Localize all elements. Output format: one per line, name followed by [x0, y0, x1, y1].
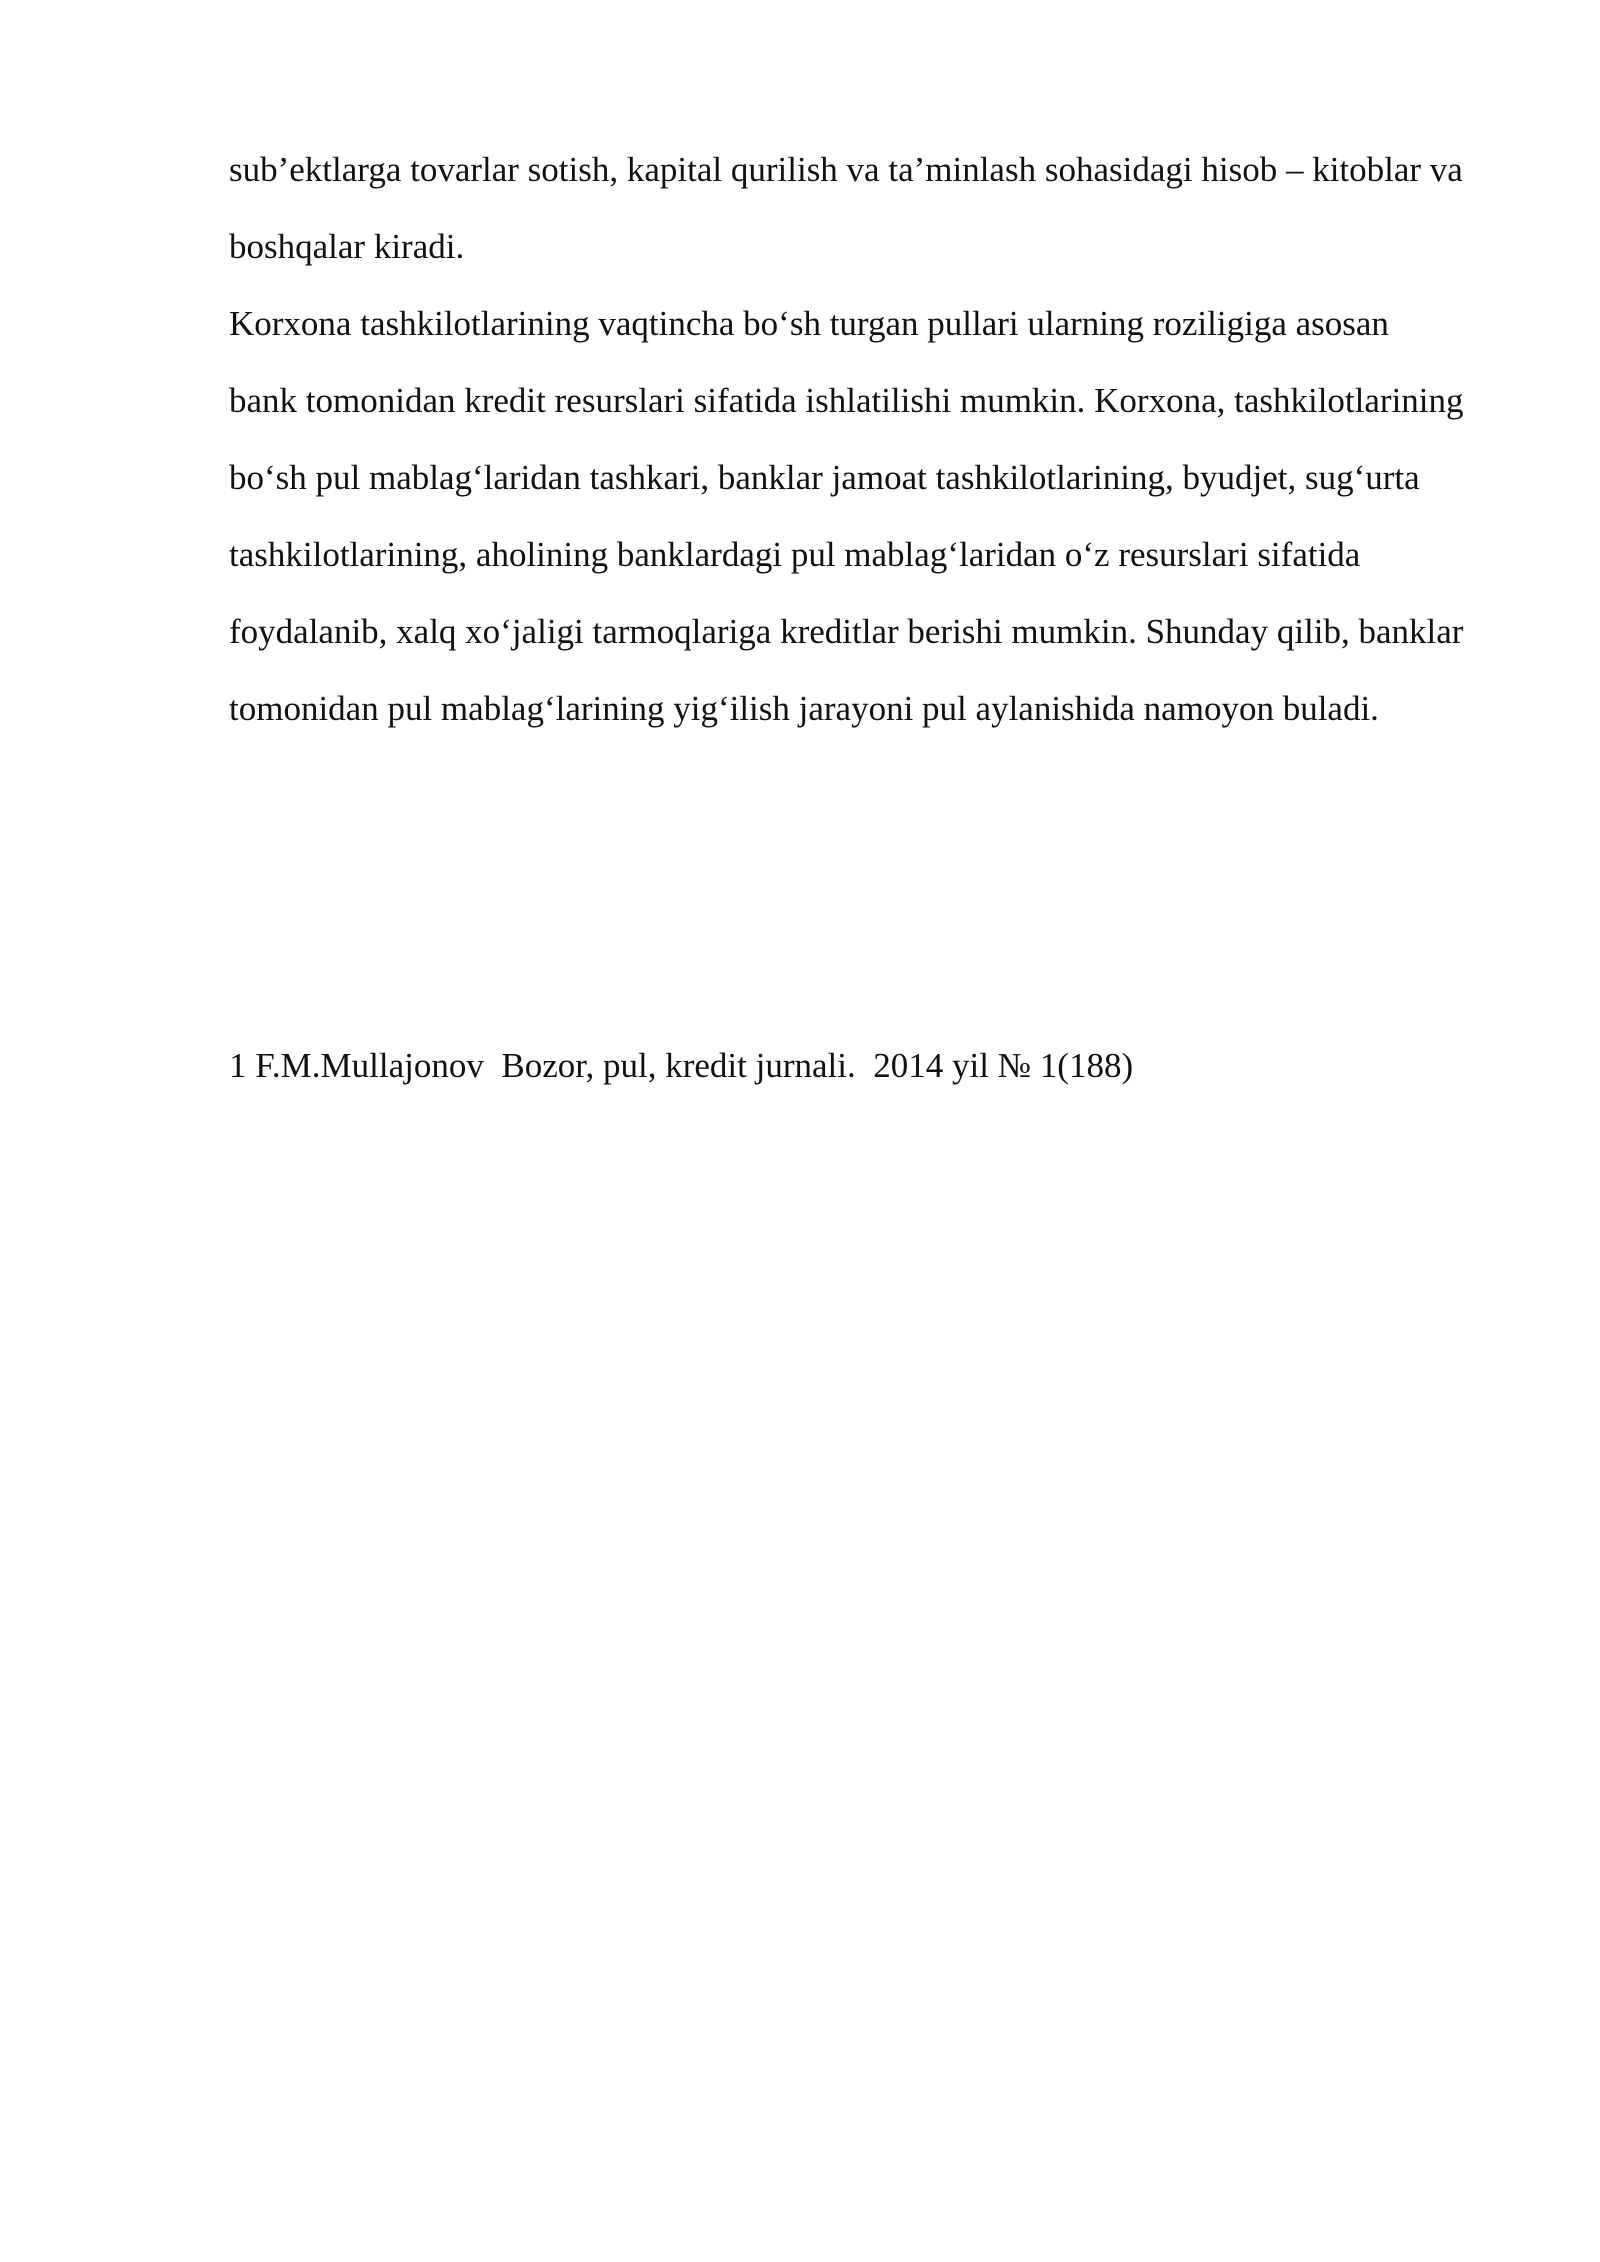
paragraph: tashkilotlarining, aholining banklardagi pul mablag‘laridan o‘z resurslari sifatida	[229, 535, 1361, 574]
paragraph: boshqalar kiradi.	[229, 227, 465, 266]
paragraph: sub’ektlarga tovarlar sotish, kapital qurilish va ta’minlash sohasidagi hisob – kitoblar va	[229, 150, 1463, 189]
paragraph: tomonidan pul mablag‘larining yig‘ilish jarayoni pul aylanishida namoyon buladi.	[229, 689, 1379, 728]
body-text	[229, 145, 1487, 761]
paragraph: foydalanib, xalq xo‘jaligi tarmoqlariga kreditlar berishi mumkin. Shunday qilib, banklar	[229, 612, 1464, 651]
paragraph: bo‘sh pul mablag‘laridan tashkari, banklar jamoat tashkilotlarining, byudjet, sug‘urta	[229, 458, 1420, 497]
paragraph: bank tomonidan kredit resurslari sifatida ishlatilishi mumkin. Korxona, tashkilotlarining	[229, 381, 1464, 420]
paragraph: Korxona tashkilotlarining vaqtincha bo‘sh turgan pullari ularning roziligiga asosan	[229, 304, 1389, 343]
footnote: 1 F.M.Mullajonov Bozor, pul, kredit jurnali. 2014 yil № 1(188)	[229, 1046, 1134, 1085]
